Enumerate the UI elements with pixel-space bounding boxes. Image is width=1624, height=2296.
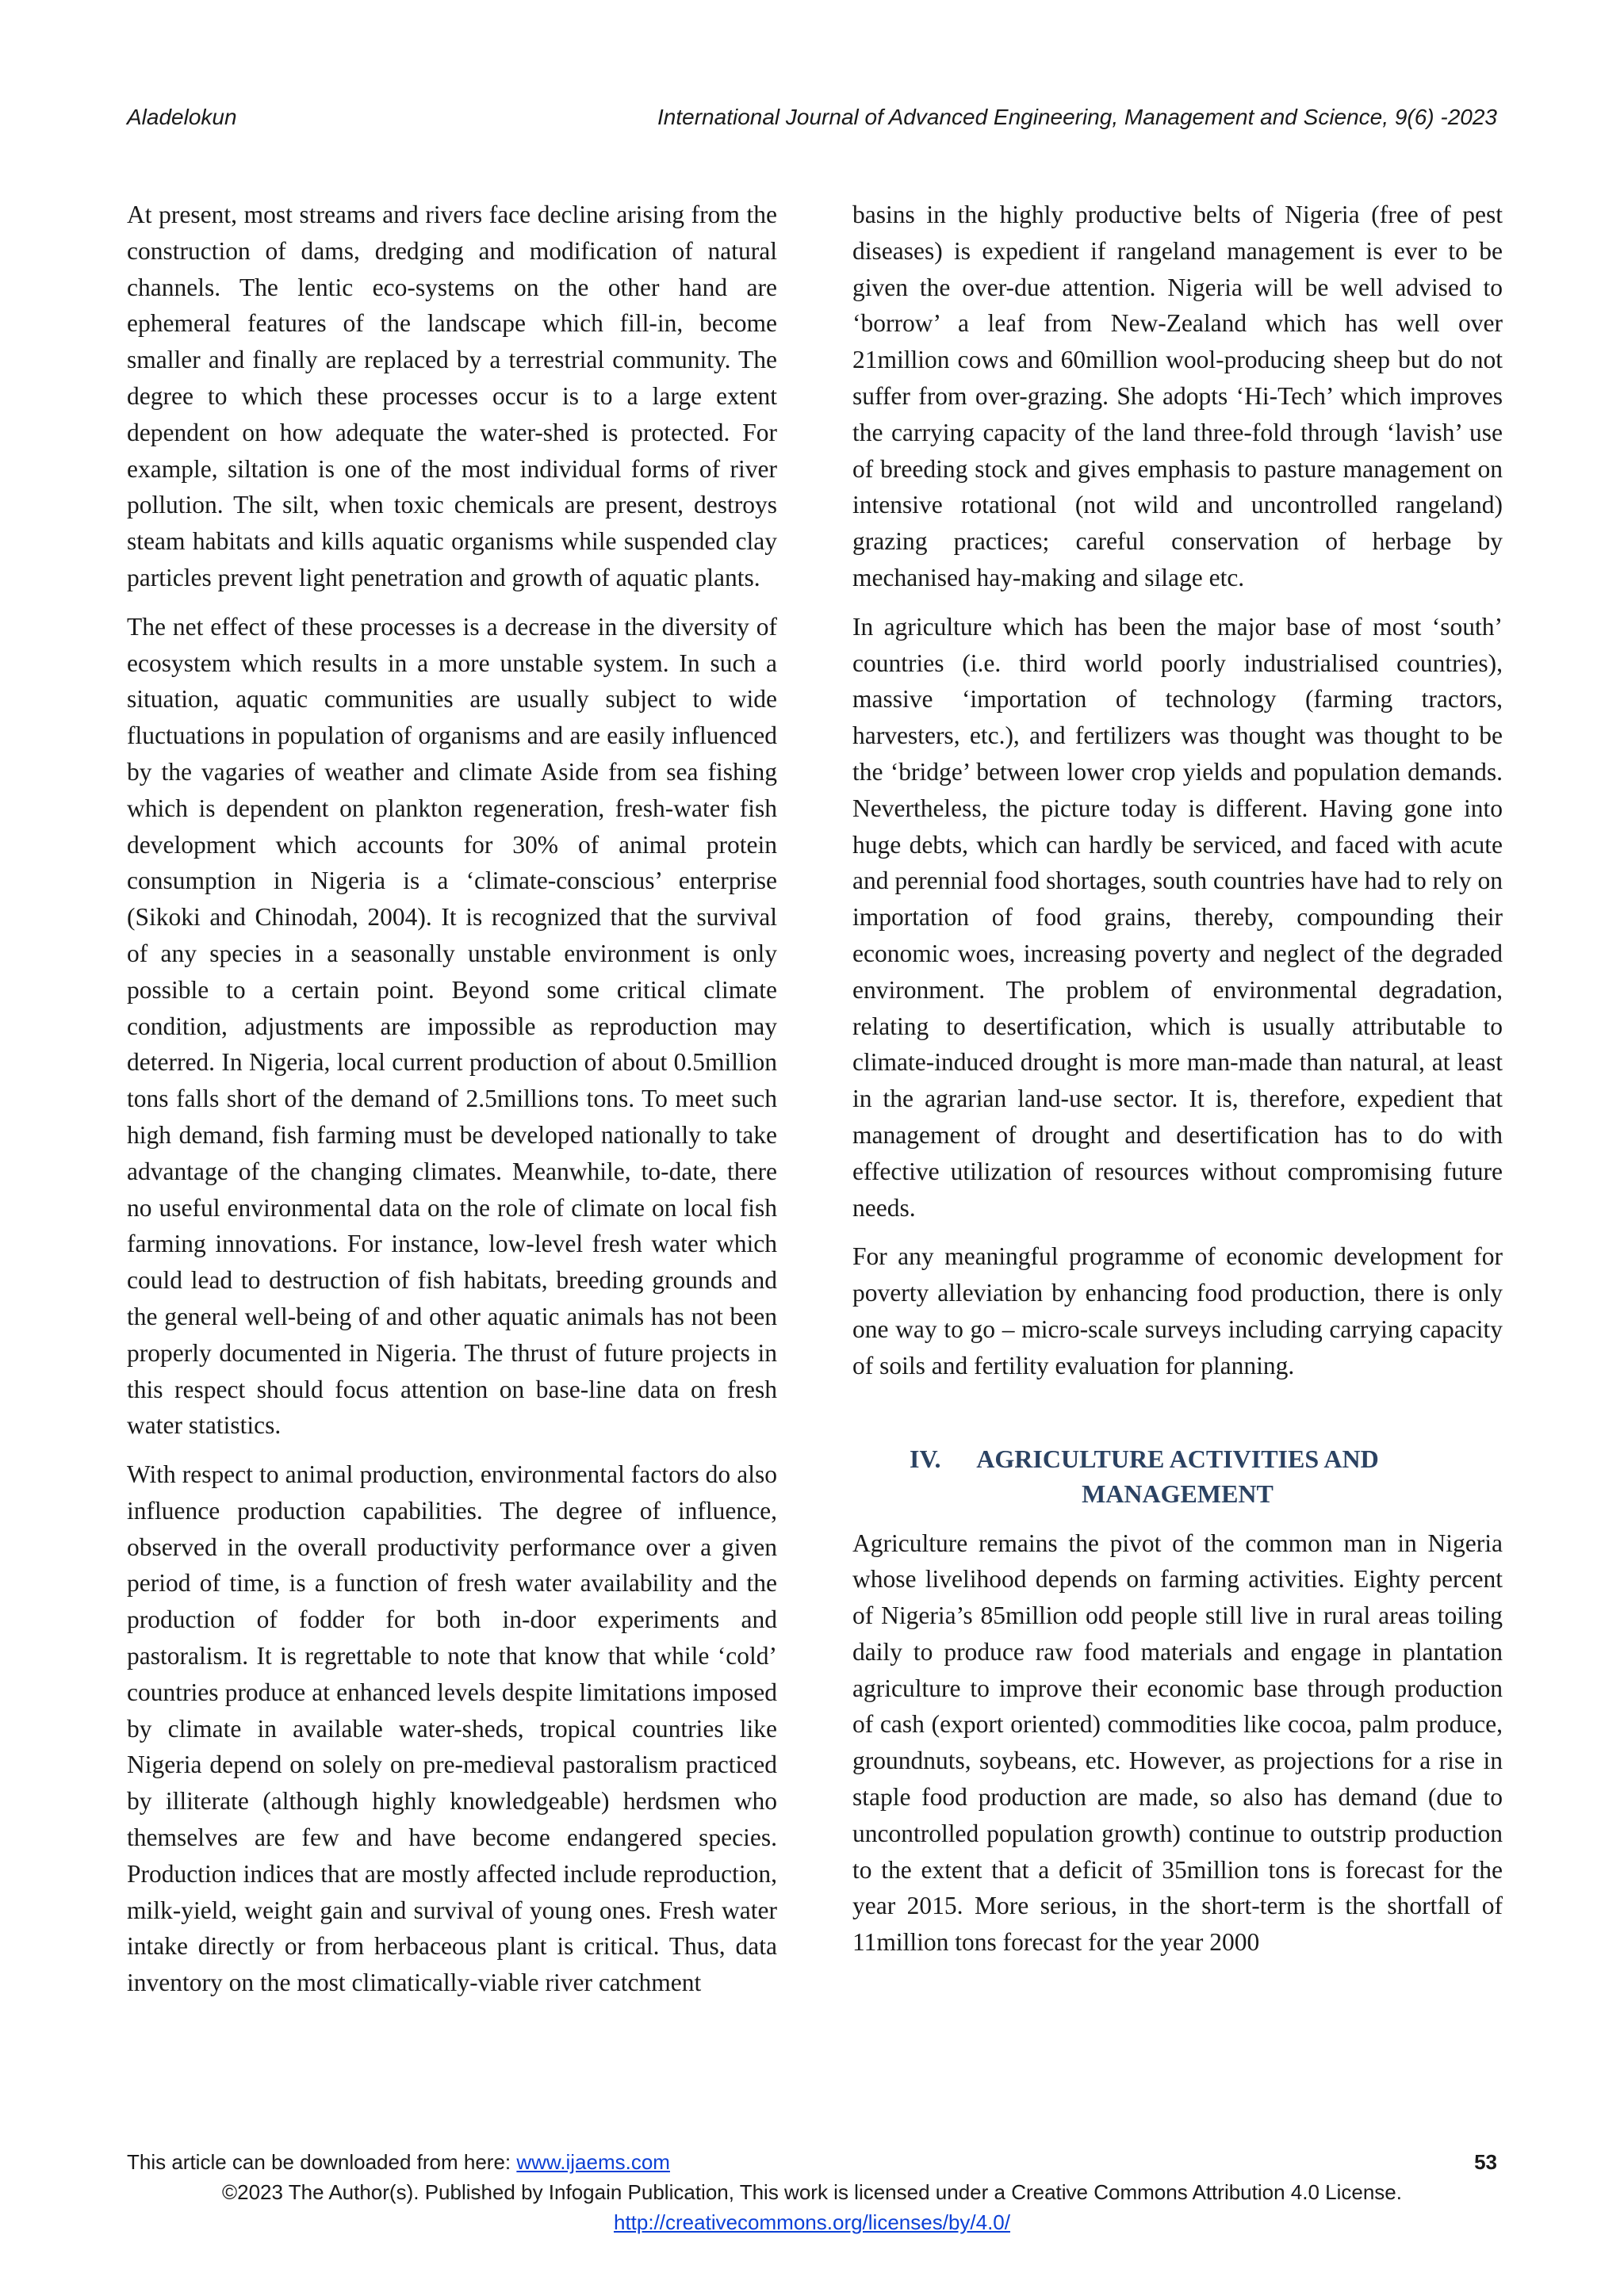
section-title-line1: AGRICULTURE ACTIVITIES AND	[976, 1444, 1379, 1473]
body-paragraph: basins in the highly productive belts of Nigeria (free of pest diseases) is expedient if rangeland management is ever to be given the over-due attention. Nigeria will be well advised to ‘borrow’ a leaf from New-Zealand which has well over 21million cows and 60million wool-producing sheep but do not suffer from over-grazing. She adopts ‘Hi-Tech’ which improves the carrying capacity of the land three-fold through ‘lavish’ use of breeding stock and gives emphasis to pasture management on intensive rotational (not wild and uncontrolled rangeland) grazing practices; careful conservation of herbage by mechanised hay-making and silage etc.	[852, 201, 1503, 591]
section-heading	[852, 1441, 1503, 1511]
header-journal: International Journal of Advanced Engineering, Management and Science, 9(6) -2023	[657, 105, 1497, 129]
section-number: IV.	[910, 1444, 941, 1473]
page-number: 53	[1474, 2150, 1497, 2174]
right-column	[852, 197, 1503, 1973]
body-paragraph: At present, most streams and rivers face decline arising from the construction of dams, dredging and modification of natural channels. The lentic eco-systems on the other hand are ephemeral features of the landscape which fill-in, become smaller and finally are replaced by a terrestrial community. The degree to which these processes occur is to a large extent dependent on how adequate the water-shed is protected. For example, siltation is one of the most individual forms of river pollution. The silt, when toxic chemicals are present, destroys steam habitats and kills aquatic organisms while suspended clay particles prevent light penetration and growth of aquatic plants.	[127, 201, 777, 591]
body-paragraph: Agriculture remains the pivot of the common man in Nigeria whose livelihood depends on farming activities. Eighty percent of Nigeria’s 85million odd people still live in rural areas toiling daily to produce raw food materials and engage in plantation agriculture to improve their economic base through production of cash (export oriented) commodities like cocoa, palm produce, groundnuts, soybeans, etc. However, as projections for a rise in staple food production are made, so also has demand (due to uncontrolled population growth) continue to outstrip production to the extent that a deficit of 35million tons is forecast for the year 2015. More serious, in the short-term is the shortfall of 11million tons forecast for the year 2000	[852, 1529, 1503, 1957]
left-column	[127, 197, 777, 2014]
body-paragraph: In agriculture which has been the major base of most ‘south’ countries (i.e. third world poorly industrialised countries), massive ‘importation of technology (farming tractors, harvesters, etc.), and fertilizers was thought was thought to be the ‘bridge’ between lower crop yields and population demands. Nevertheless, the picture today is different. Having gone into huge debts, which can hardly be serviced, and faced with acute and perennial food shortages, south countries have had to rely on importation of food grains, thereby, compounding their economic woes, increasing poverty and neglect of the degraded environment. The problem of environmental degradation, relating to desertification, which is usually attributable to climate-induced drought is more man-made than natural, at least in the agrarian land-use sector. It is, therefore, expedient that management of drought and desertification has to do with effective utilization of resources without compromising future needs.	[852, 612, 1503, 1222]
journal-website-link[interactable]: www.ijaems.com	[516, 2150, 670, 2174]
section-title-line2: MANAGEMENT	[1082, 1479, 1274, 1508]
page-footer	[127, 2147, 1497, 2237]
body-paragraph: With respect to animal production, environmental factors do also influence production capabilities. The degree of influence, observed in the overall productivity performance over a given period of time, is a function of fresh water availability and the production of fodder for both in-door experiments and pastoralism. It is regrettable to note that know that while ‘cold’ countries produce at enhanced levels despite limitations imposed by climate in available water-sheds, tropical countries like Nigeria depend on solely on pre-medieval pastoralism practiced by illiterate (although highly knowledgeable) herdsmen who themselves are few and have become endangered species. Production indices that are mostly affected include reproduction, milk-yield, weight gain and survival of young ones. Fresh water intake directly or from herbaceous plant is critical. Thus, data inventory on the most climatically-viable river catchment	[127, 1460, 777, 1997]
license-text: ©2023 The Author(s). Published by Infogain Publication, This work is licensed under a Creative Commons Attribution 4.0 License.	[221, 2180, 1402, 2204]
download-text: This article can be downloaded from here:	[127, 2150, 517, 2174]
running-header	[127, 98, 1497, 136]
license-link[interactable]: http://creativecommons.org/licenses/by/4.0/	[613, 2210, 1010, 2234]
body-paragraph: The net effect of these processes is a decrease in the diversity of ecosystem which results in a more unstable system. In such a situation, aquatic communities are usually subject to wide fluctuations in population of organisms and are easily influenced by the vagaries of weather and climate Aside from sea fishing which is dependent on plankton regeneration, fresh-water fish development which accounts for 30% of animal protein consumption in Nigeria is a ‘climate-conscious’ enterprise (Sikoki and Chinodah, 2004). It is recognized that the survival of any species in a seasonally unstable environment is only possible to a certain point. Beyond some critical climate condition, adjustments are impossible as reproduction may deterred. In Nigeria, local current production of about 0.5million tons falls short of the demand of 2.5millions tons. To meet such high demand, fish farming must be developed nationally to take advantage of the changing climates. Meanwhile, to-date, there no useful environmental data on the role of climate on local fish farming innovations. For instance, low-level fresh water which could lead to destruction of fish habitats, breeding grounds and the general well-being of and other aquatic animals has not been properly documented in Nigeria. The thrust of future projects in this respect should focus attention on base-line data on fresh water statistics.	[127, 612, 777, 1440]
header-author: Aladelokun	[127, 105, 237, 129]
download-note	[127, 2147, 670, 2177]
body-paragraph: For any meaningful programme of economic development for poverty alleviation by enhancing food production, there is only one way to go – micro-scale surveys including carrying capacity of soils and fertility evaluation for planning.	[852, 1242, 1503, 1380]
